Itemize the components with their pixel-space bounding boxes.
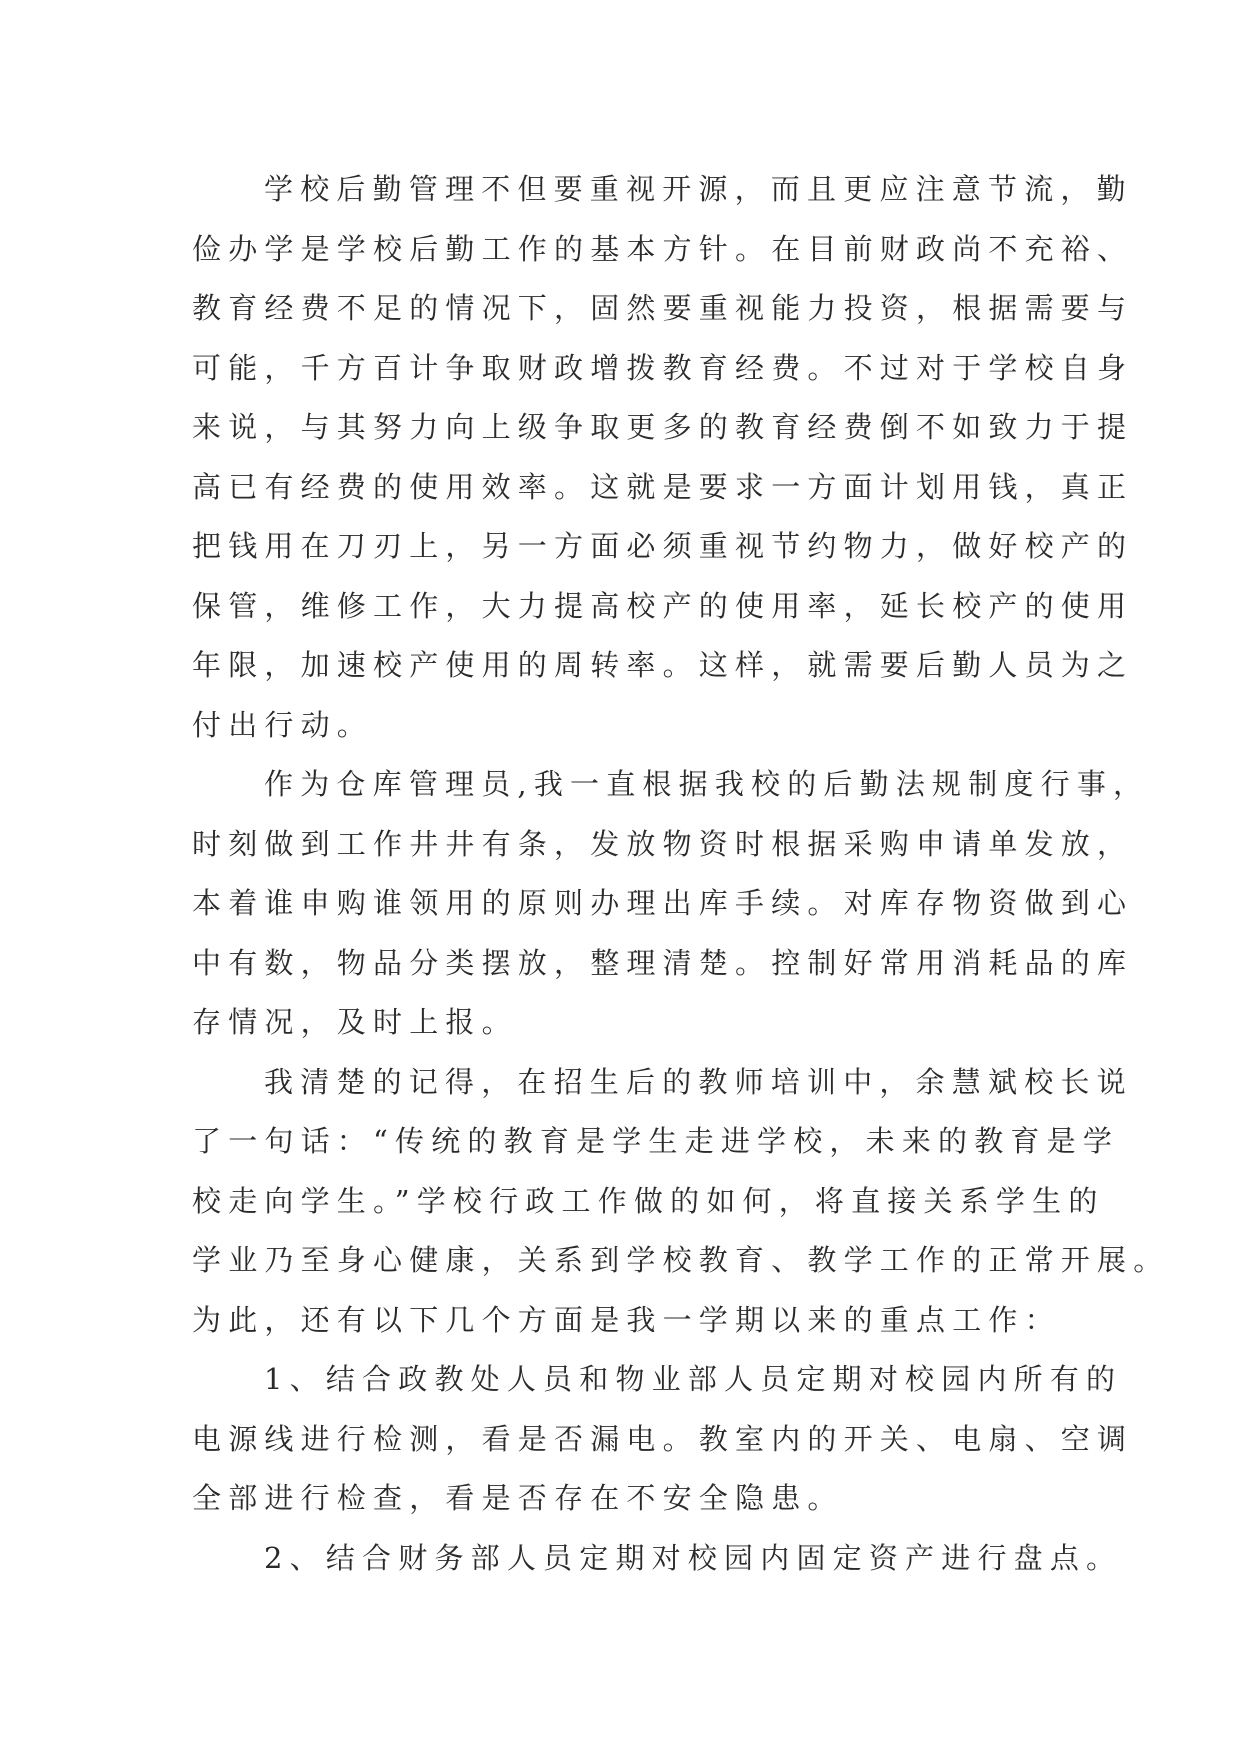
text-line: 年限，加速校产使用的周转率。这样，就需要后勤人员为之 — [192, 648, 1134, 682]
text-line: 俭办学是学校后勤工作的基本方针。在目前财政尚不充裕、 — [192, 231, 1134, 266]
text-line: 中有数，物品分类摆放，整理清楚。控制好常用消耗品的库 — [192, 945, 1134, 980]
text-line: 存情况，及时上报。 — [192, 1005, 518, 1039]
text-line: 可能，千方百计争取财政增拨教育经费。不过对于学校自身 — [192, 350, 1134, 385]
text-line: 本着谁申购谁领用的原则办理出库手续。对库存物资做到心 — [192, 886, 1134, 920]
text-line: 我清楚的记得，在招生后的教师培训中，余慧斌校长说 — [264, 1064, 1133, 1099]
text-line: 学校后勤管理不但要重视开源，而且更应注意节流，勤 — [264, 172, 1133, 206]
text-line: 把钱用在刀刃上，另一方面必须重视节约物力，做好校产的 — [192, 529, 1134, 563]
paragraph-key-work-intro — [192, 1291, 1072, 1351]
text-line: 2、结合财务部人员定期对校园内固定资产进行盘点。 — [264, 1540, 1123, 1575]
text-line: 了一句话：“传统的教育是学生走进学校，未来的教育是学 — [192, 1124, 1120, 1158]
text-line: 付出行动。 — [192, 707, 374, 742]
text-line: 为此，还有以下几个方面是我一学期以来的重点工作： — [192, 1302, 1061, 1337]
paragraph-warehouse-keeper — [192, 755, 1150, 1053]
text-line: 作为仓库管理员,我一直根据我校的后勤法规制度行事， — [264, 767, 1150, 801]
text-line: 全部进行检查，看是否存在不安全隐患。 — [192, 1481, 844, 1515]
paragraph-teacher-training — [192, 1053, 1170, 1291]
list-item-2 — [192, 1529, 1123, 1589]
text-line: 1、结合政教处人员和物业部人员定期对校园内所有的 — [264, 1362, 1123, 1396]
text-line: 教育经费不足的情况下，固然要重视能力投资，根据需要与 — [192, 291, 1134, 325]
text-line: 校走向学生。”学校行政工作做的如何，将直接关系学生的 — [192, 1183, 1105, 1218]
text-line: 高已有经费的使用效率。这就是要求一方面计划用钱，真正 — [192, 469, 1134, 504]
list-item-1 — [192, 1350, 1134, 1529]
text-line: 时刻做到工作井井有条，发放物资时根据采购申请单发放， — [192, 826, 1134, 861]
text-line: 保管，维修工作，大力提高校产的使用率，延长校产的使用 — [192, 588, 1134, 623]
document-body — [192, 160, 1170, 1588]
text-line: 学业乃至身心健康，关系到学校教育、教学工作的正常开展。 — [192, 1243, 1170, 1277]
text-line: 来说，与其努力向上级争取更多的教育经费倒不如致力于提 — [192, 410, 1134, 444]
paragraph-logistics-principles — [192, 160, 1134, 755]
text-line: 电源线进行检测，看是否漏电。教室内的开关、电扇、空调 — [192, 1421, 1134, 1456]
